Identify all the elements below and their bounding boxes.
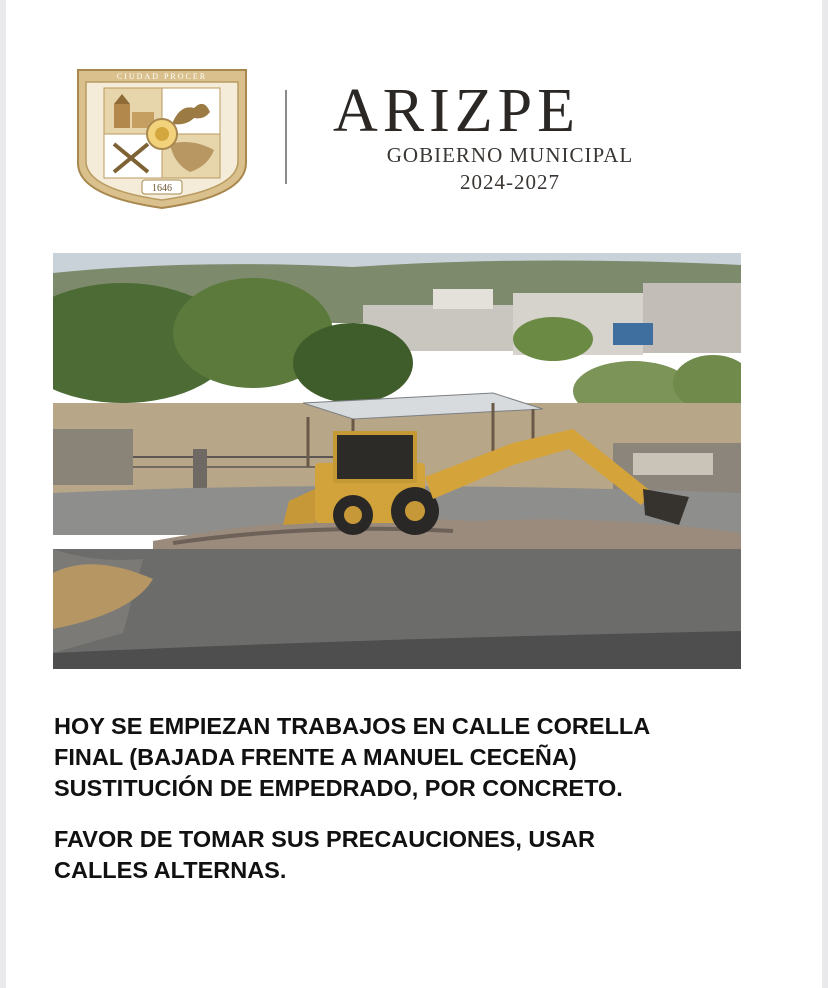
flyer-page [6, 0, 822, 988]
crest-year: 1646 [152, 183, 172, 194]
notice-line: CALLES ALTERNAS. [54, 857, 287, 883]
government-subtitle: GOBIERNO MUNICIPAL [386, 143, 634, 167]
coat-of-arms-icon [76, 68, 248, 210]
notice-paragraph-precautions [54, 824, 754, 886]
notice-line: FAVOR DE TOMAR SUS PRECAUCIONES, USAR [54, 826, 595, 852]
notice-paragraph-works [54, 711, 754, 804]
notice-line: FINAL (BAJADA FRENTE A MANUEL CECEÑA) [54, 744, 577, 770]
notice-line: SUSTITUCIÓN DE EMPEDRADO, POR CONCRETO. [54, 775, 623, 801]
administration-term: 2024-2027 [460, 170, 560, 194]
notice-line: HOY SE EMPIEZAN TRABAJOS EN CALLE CORELLA [54, 713, 651, 739]
road-works-photo [53, 253, 741, 669]
crest-motto: CIUDAD PROCER [116, 72, 208, 81]
header-divider [285, 90, 287, 184]
municipality-title: ARIZPE [333, 77, 580, 145]
